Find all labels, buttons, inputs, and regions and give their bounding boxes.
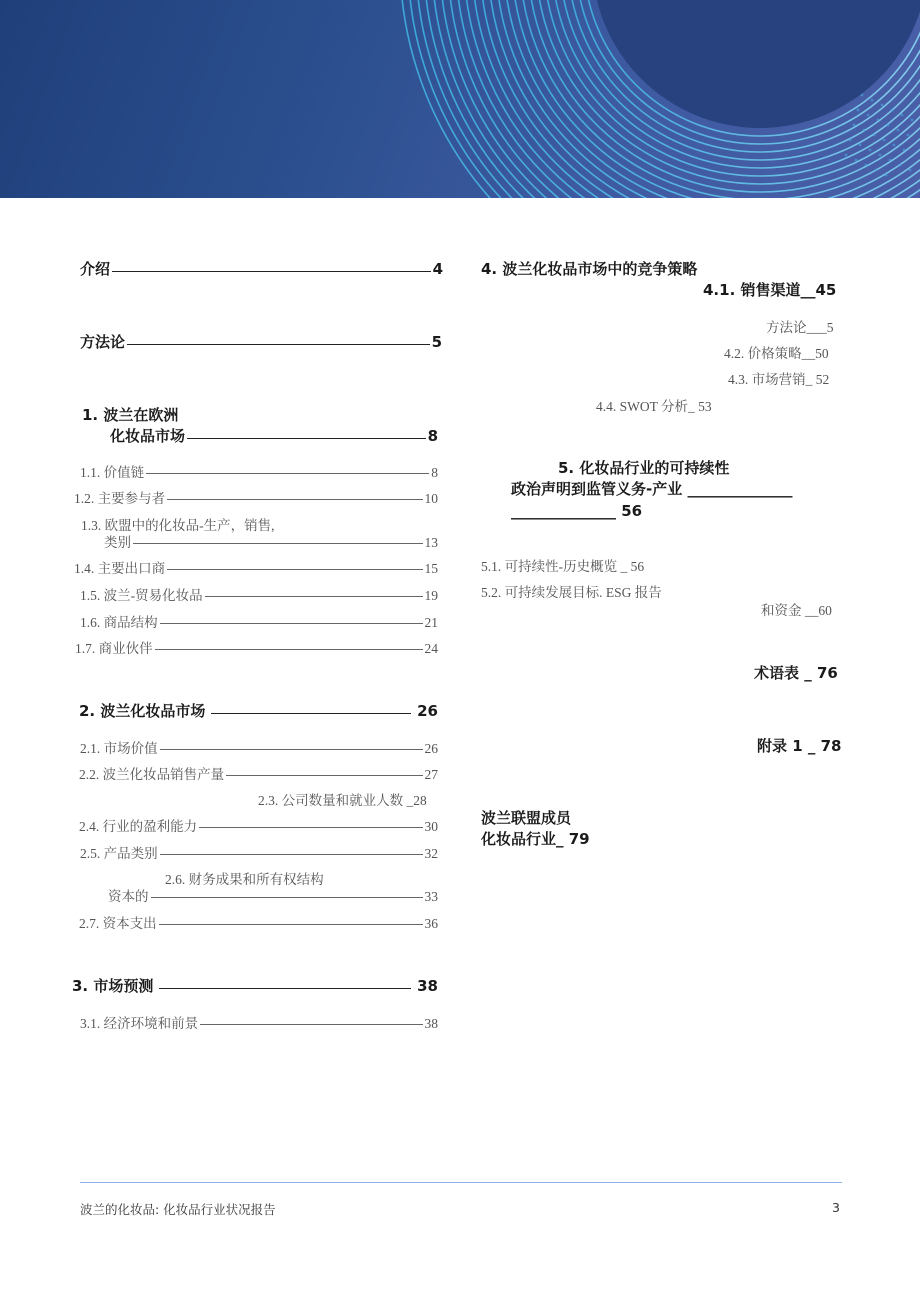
toc-leader [146,473,429,474]
toc-label: 2. 波兰化妆品市场 [79,702,206,720]
toc-leader [133,543,423,544]
toc-label: 方法论 [80,333,126,351]
toc-page: 38 [417,977,438,995]
toc-entry-2-2[interactable] [79,763,438,783]
toc-label: 2.3. 公司数量和就业人数 _ [258,793,414,808]
toc-label: 1.2. 主要参与者 [74,491,166,506]
toc-entry-3-1[interactable] [80,1012,438,1032]
toc-entry-1-4[interactable] [74,557,438,577]
toc-label: 2.2. 波兰化妆品销售产量 [79,767,225,782]
toc-leader [160,749,423,750]
toc-page: 38 [424,1016,438,1031]
toc-entry-2-7[interactable] [79,912,438,932]
toc-leader [155,649,423,650]
toc-entry-5-1[interactable]: 5.1. 可持续性-历史概览 _ 56 [481,559,645,574]
toc-entry-members-line2[interactable]: 化妆品行业_ 79 [481,830,590,848]
toc-label: 介绍 [80,260,111,278]
toc-entry-1-2[interactable] [74,487,438,507]
toc-label: 1.1. 价值链 [80,465,145,480]
toc-entry-1-3-line1[interactable]: 1.3. 欧盟中的化妆品-生产，销售, [81,518,275,533]
toc-leader [167,499,422,500]
toc-page: 30 [424,819,438,834]
toc-entry-2-5[interactable] [80,842,438,862]
toc-entry-glossary[interactable]: 术语表 _ 76 [754,664,838,682]
toc-leader [160,623,423,624]
toc-leader [211,713,411,714]
toc-section-1-title[interactable]: 1. 波兰在欧洲 [82,406,179,424]
toc-entry-section-1[interactable] [110,425,438,446]
toc-leader [200,1024,422,1025]
decorative-arcs [0,0,920,198]
toc-leader [112,271,431,272]
toc-entry-1-3[interactable] [104,531,438,551]
toc-entry-methodology[interactable] [80,331,442,352]
toc-label: 1.6. 商品结构 [80,615,158,630]
toc-entry-members-line1[interactable]: 波兰联盟成员 [481,809,572,827]
toc-entry-4-1[interactable]: 4.1. 销售渠道__45 [703,281,837,299]
toc-entry-1-1[interactable] [80,461,438,481]
toc-label: 2.7. 资本支出 [79,916,157,931]
toc-label: 2.4. 行业的盈利能力 [79,819,198,834]
toc-entry-5-2-line2[interactable]: 和资金 __60 [761,603,832,618]
toc-page: 26 [424,741,438,756]
toc-entry-section-2[interactable] [79,700,438,721]
toc-label: 1.7. 商业伙伴 [75,641,153,656]
toc-entry-5-2[interactable]: 5.2. 可持续发展目标. ESG 报告 [481,585,662,600]
toc-page: 8 [427,427,438,445]
footer-title: 波兰的化妆品: 化妆品行业状况报告 [80,1202,276,1217]
toc-page: 5 [431,333,442,351]
toc-page: 8 [431,465,438,480]
toc-entry-2-6[interactable] [108,885,438,905]
toc-entry-4-4[interactable]: 4.4. SWOT 分析_ 53 [596,399,712,414]
toc-page: 10 [424,491,438,506]
toc-entry-1-5[interactable] [80,584,438,604]
toc-leader [199,827,422,828]
toc-page: 21 [424,615,438,630]
toc-leader [151,897,423,898]
toc-entry-appendix[interactable]: 附录 1 _ 78 [757,737,842,755]
toc-page: 32 [424,846,438,861]
toc-leader [159,924,423,925]
toc-section-5-title[interactable]: 5. 化妆品行业的可持续性 [558,459,730,477]
toc-label: 2.5. 产品类别 [80,846,158,861]
toc-entry-2-3[interactable] [258,789,438,809]
toc-entry-4-3[interactable]: 4.3. 市场营销_ 52 [728,372,830,387]
toc-label: 2.1. 市场价值 [80,741,158,756]
toc-section-4-title[interactable]: 4. 波兰化妆品市场中的竞争策略 [481,260,698,278]
footer-divider [80,1182,842,1183]
header-banner [0,0,920,198]
toc-leader [226,775,422,776]
toc-label: 1.5. 波兰-贸易化妆品 [80,588,203,603]
toc-entry-2-1[interactable] [80,737,438,757]
toc-entry-4-2[interactable]: 4.2. 价格策略__50 [724,346,829,361]
toc-section-5-line3[interactable]: ______________ 56 [511,502,643,520]
toc-section-5-line2[interactable]: 政治声明到监管义务-产业 ______________ [511,480,793,498]
toc-leader [159,988,411,989]
toc-entry-section-3[interactable] [72,975,438,996]
toc-page: 36 [424,916,438,931]
page-number: 3 [832,1200,840,1215]
toc-page: 24 [424,641,438,656]
toc-page: 27 [424,767,438,782]
toc-label: 类别 [104,535,131,550]
toc-entry-1-7[interactable] [75,637,438,657]
toc-page: 26 [417,702,438,720]
toc-page: 13 [424,535,438,550]
toc-leader [205,596,423,597]
toc-page: 4 [432,260,443,278]
toc-label: 3.1. 经济环境和前景 [80,1016,199,1031]
toc-entry-2-4[interactable] [79,815,438,835]
toc-page: 15 [424,561,438,576]
toc-leader [160,854,423,855]
toc-leader [127,344,430,345]
toc-label: 化妆品市场 [110,427,186,445]
toc-entry-2-6-line1[interactable]: 2.6. 财务成果和所有权结构 [165,872,324,887]
toc-page: 19 [424,588,438,603]
toc-page: 33 [424,889,438,904]
toc-entry-intro[interactable] [80,258,443,279]
toc-page: 28 [413,793,427,808]
toc-label: 1.4. 主要出口商 [74,561,166,576]
toc-label: 3. 市场预测 [72,977,154,995]
toc-leader [187,438,426,439]
toc-label: 资本的 [108,889,149,904]
toc-entry-1-6[interactable] [80,611,438,631]
toc-entry-methodology-2[interactable]: 方法论___5 [766,320,834,335]
toc-leader [167,569,422,570]
